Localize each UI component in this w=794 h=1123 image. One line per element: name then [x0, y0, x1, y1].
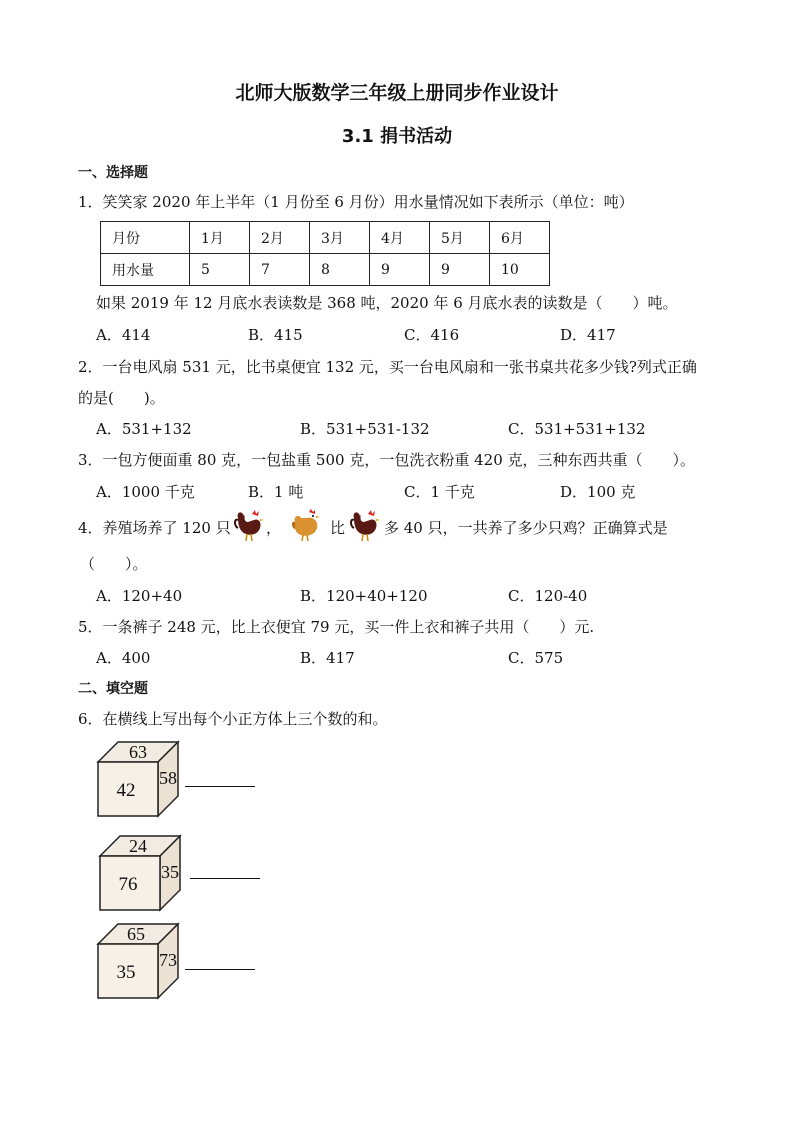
option-c[interactable]: C．1 千克	[404, 483, 475, 501]
answer-blank-2[interactable]	[190, 878, 260, 879]
cube-front-number: 76	[118, 874, 138, 895]
question-4-text-1: 4．养殖场养了 120 只	[78, 519, 231, 537]
option-b[interactable]: B．417	[300, 649, 355, 667]
question-1-follow-up: 如果 2019 年 12 月底水表读数是 368 吨，2020 年 6 月底水表的读数是（ ）吨。	[96, 294, 678, 312]
question-2-stem: 2．一台电风扇 531 元，比书桌便宜 132 元，买一台电风扇和一张书桌共花多少钱?列式正确	[78, 358, 697, 376]
section-heading-choice: 一、选择题	[78, 165, 148, 181]
cube-top-number: 65	[127, 924, 145, 944]
option-a[interactable]: A．531+132	[96, 420, 192, 438]
option-a[interactable]: A．1000 千克	[96, 483, 195, 501]
answer-blank-3[interactable]	[185, 969, 255, 970]
question-3-stem: 3．一包方便面重 80 克，一包盐重 500 克，一包洗衣粉重 420 克，三种东西共重（ ）。	[78, 451, 696, 469]
question-5-stem: 5．一条裤子 248 元，比上衣便宜 79 元，买一件上衣和裤子共用（ ）元.	[78, 618, 595, 636]
cube-front-number: 35	[116, 962, 136, 983]
rooster-icon	[234, 508, 264, 542]
question-6-stem: 6．在横线上写出每个小正方体上三个数的和。	[78, 710, 388, 728]
table-cell: 3月	[310, 222, 370, 254]
option-a[interactable]: A．400	[96, 649, 151, 667]
cube-top-number: 63	[129, 742, 147, 762]
question-4-text-2: ，	[266, 519, 282, 537]
section-heading-fill: 二、填空题	[78, 681, 148, 697]
option-d[interactable]: D．100 克	[560, 483, 636, 501]
option-a[interactable]: A．120+40	[96, 587, 183, 605]
hen-icon	[289, 508, 321, 542]
table-row	[101, 254, 550, 286]
water-usage-table	[100, 221, 550, 286]
table-cell: 2月	[250, 222, 310, 254]
table-row	[101, 222, 550, 254]
cube-front-number: 42	[116, 780, 136, 801]
cube-side-number: 58	[159, 768, 177, 788]
table-cell: 5	[190, 254, 250, 286]
table-cell: 用水量	[101, 254, 190, 286]
table-cell: 9	[430, 254, 490, 286]
option-a[interactable]: A．414	[96, 326, 151, 344]
option-d[interactable]: D．417	[560, 326, 616, 344]
cube-side-number: 73	[159, 950, 177, 970]
option-c[interactable]: C．416	[404, 326, 460, 344]
document-title: 北师大版数学三年级上册同步作业设计	[235, 82, 559, 104]
option-c[interactable]: C．531+531+132	[508, 420, 646, 438]
option-b[interactable]: B．531+531-132	[300, 420, 430, 438]
table-cell: 4月	[370, 222, 430, 254]
option-b[interactable]: B．1 吨	[248, 483, 304, 501]
rooster-icon	[350, 508, 380, 542]
table-cell: 5月	[430, 222, 490, 254]
number-cube	[96, 922, 186, 1002]
question-1-stem: 1．笑笑家 2020 年上半年（1 月份至 6 月份）用水量情况如下表所示（单位：吨）	[78, 193, 634, 211]
document-subtitle: 3.1 捐书活动	[341, 126, 453, 147]
table-cell: 9	[370, 254, 430, 286]
table-cell: 7	[250, 254, 310, 286]
option-b[interactable]: B．415	[248, 326, 303, 344]
cube-top-number: 24	[129, 836, 147, 856]
table-cell: 6月	[490, 222, 550, 254]
number-cube	[96, 740, 186, 820]
option-b[interactable]: B．120+40+120	[300, 587, 428, 605]
option-c[interactable]: C．120-40	[508, 587, 588, 605]
table-cell: 10	[490, 254, 550, 286]
question-2-stem-cont: 的是( )。	[78, 389, 165, 407]
table-cell: 1月	[190, 222, 250, 254]
cube-side-number: 35	[161, 862, 179, 882]
number-cube	[98, 834, 188, 914]
answer-blank-1[interactable]	[185, 786, 255, 787]
option-c[interactable]: C．575	[508, 649, 564, 667]
question-4-answer-blank: （ ）。	[80, 555, 148, 573]
question-4-text-4: 多 40 只，一共养了多少只鸡？正确算式是	[384, 519, 668, 537]
table-cell: 月份	[101, 222, 190, 254]
table-cell: 8	[310, 254, 370, 286]
question-4-text-3: 比	[330, 519, 346, 537]
